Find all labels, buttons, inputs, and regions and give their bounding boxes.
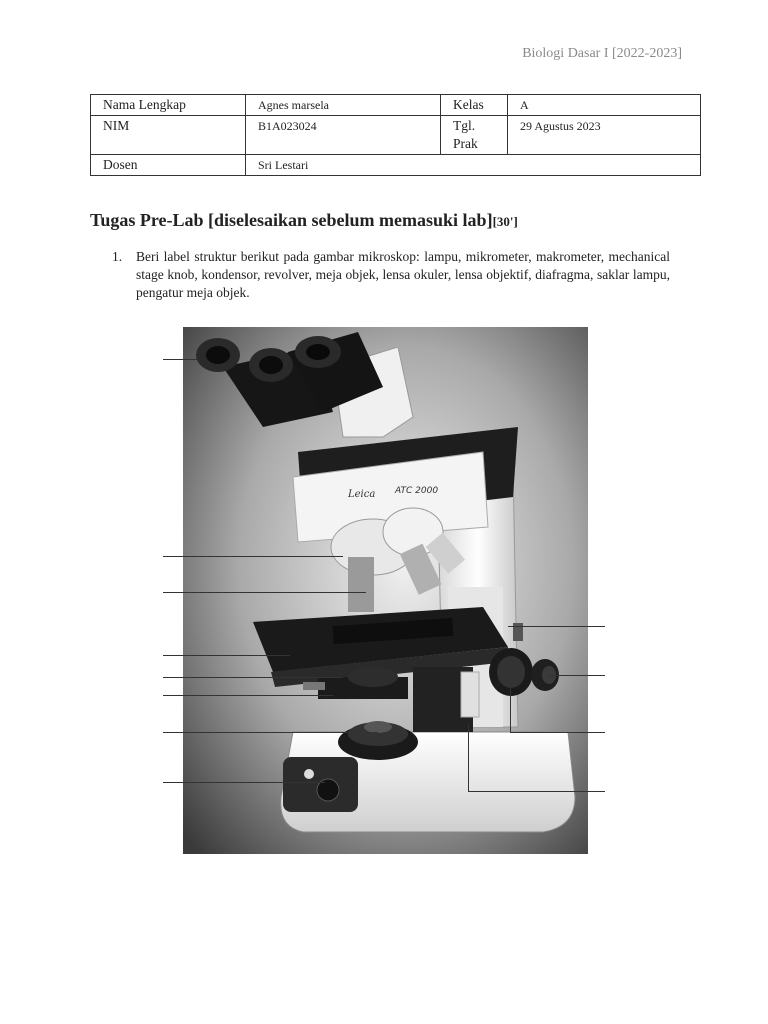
label-line-left-1 — [163, 359, 197, 360]
nim-label: NIM — [91, 116, 246, 155]
table-row — [91, 116, 701, 155]
label-line-left-8 — [163, 782, 325, 783]
kelas-label: Kelas — [441, 95, 508, 116]
label-line-right-2 — [548, 675, 605, 676]
student-info-table — [90, 94, 701, 176]
tgl-label-line2: Prak — [453, 136, 478, 151]
label-line-left-7 — [163, 732, 378, 733]
label-line-right-1 — [508, 626, 605, 627]
dosen-label: Dosen — [91, 155, 246, 176]
question-number: 1. — [112, 249, 123, 264]
microscope-photo — [183, 327, 588, 854]
label-line-left-6 — [163, 695, 333, 696]
table-row — [91, 155, 701, 176]
table-row — [91, 95, 701, 116]
section-points: [30'] — [492, 214, 518, 229]
label-line-left-2 — [163, 556, 343, 557]
label-line-left-5 — [163, 677, 343, 678]
nim-value: B1A023024 — [246, 116, 441, 155]
tgl-prak-label — [441, 116, 508, 155]
tgl-prak-value: 29 Agustus 2023 — [508, 116, 701, 155]
course-header: Biologi Dasar I [2022-2023] — [522, 46, 682, 61]
question-1 — [112, 248, 670, 302]
tgl-label-line1: Tgl. — [453, 118, 476, 133]
label-line-right-3 — [510, 732, 605, 733]
label-vline-right-4 — [468, 725, 469, 791]
nama-label: Nama Lengkap — [91, 95, 246, 116]
model-label: ATC 2000 — [395, 486, 439, 496]
label-vline-right-3 — [510, 688, 511, 732]
section-title-text: Tugas Pre-Lab [diselesaikan sebelum memasuki lab] — [90, 210, 493, 230]
kelas-value: A — [508, 95, 701, 116]
section-title — [90, 210, 518, 231]
label-line-left-4 — [163, 655, 290, 656]
brand-logo: Leica — [348, 489, 376, 500]
dosen-value: Sri Lestari — [246, 155, 701, 176]
label-line-right-4 — [468, 791, 605, 792]
nama-value: Agnes marsela — [246, 95, 441, 116]
label-line-left-3 — [163, 592, 366, 593]
question-text: Beri label struktur berikut pada gambar mikroskop: lampu, mikrometer, makrometer, mechanical stage knob, kondensor, revolver, meja objek, lensa okuler, lensa objektif, diafragma, saklar lampu, pengatur meja objek. — [136, 249, 670, 300]
